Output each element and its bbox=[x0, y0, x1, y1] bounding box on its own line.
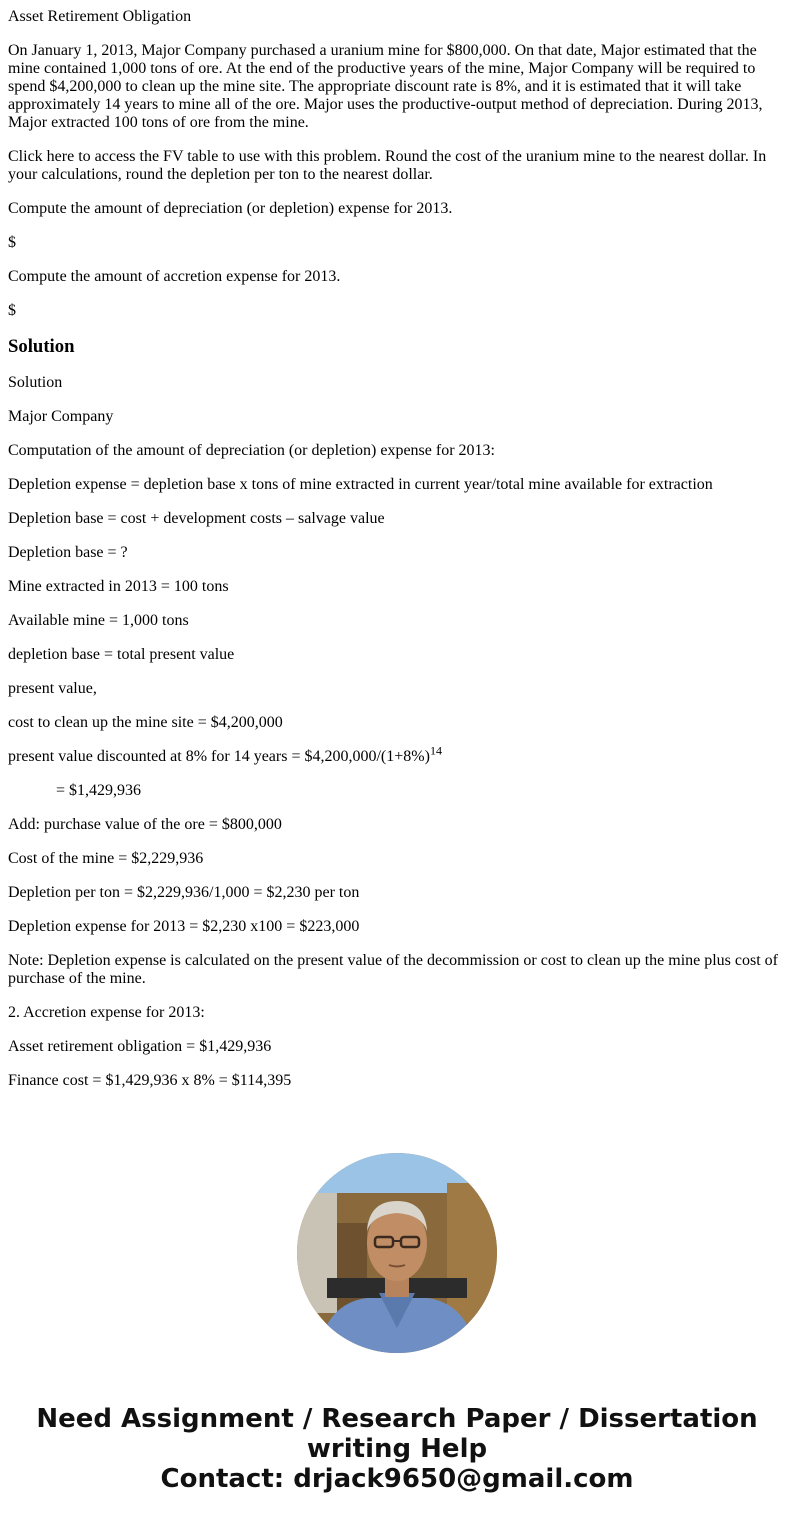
promo-contact[interactable]: Contact: drjack9650@gmail.com bbox=[160, 1464, 634, 1494]
solution-line: depletion base = total present value bbox=[8, 646, 235, 663]
solution-line: Depletion base = cost + development costs – salvage value bbox=[8, 510, 385, 527]
present-value-text: present value discounted at 8% for 14 years = $4,200,000/(1+8%) bbox=[8, 748, 430, 765]
solution-line: Depletion expense for 2013 = $2,230 x100 = $223,000 bbox=[8, 918, 360, 935]
solution-line: Available mine = 1,000 tons bbox=[8, 612, 189, 629]
author-avatar bbox=[297, 1153, 497, 1353]
solution-company: Major Company bbox=[8, 408, 114, 425]
question-paragraph: On January 1, 2013, Major Company purchased a uranium mine for $800,000. On that date, Major estimated that the mine contained 1,000 tons of ore. At the end of the productive years of the mine, Major Company will be required to spend $4,200,000 to clean up the mine site. The appropriate discount rate is 8%, and it is estimated that it will take approximately 14 years to mine all of the ore. Major uses the productive-output method of depreciation. During 2013, Major extracted 100 tons of ore from the mine. bbox=[8, 42, 763, 131]
part2-answer-symbol: $ bbox=[8, 302, 16, 319]
solution-line: Depletion per ton = $2,229,936/1,000 = $2,230 per ton bbox=[8, 884, 360, 901]
author-photo bbox=[297, 1153, 497, 1353]
present-value-exponent: 14 bbox=[429, 743, 442, 758]
part1-prompt: Compute the amount of depreciation (or depletion) expense for 2013. bbox=[8, 200, 453, 217]
solution-note: Note: Depletion expense is calculated on the present value of the decommission or cost to clean up the mine plus cost of purchase of the mine. bbox=[8, 952, 779, 987]
solution-line: Mine extracted in 2013 = 100 tons bbox=[8, 578, 229, 595]
promo-line-2: writing Help bbox=[306, 1434, 488, 1464]
present-value-line bbox=[8, 743, 786, 766]
promo-line-1: Need Assignment / Research Paper / Dissertation bbox=[36, 1404, 758, 1434]
solution-line: present value, bbox=[8, 680, 97, 697]
solution-line: 2. Accretion expense for 2013: bbox=[8, 1004, 205, 1021]
promo-text bbox=[0, 1404, 794, 1494]
question-title: Asset Retirement Obligation bbox=[8, 8, 192, 25]
promo-banner bbox=[0, 1124, 794, 1523]
solution-line: Computation of the amount of depreciation (or depletion) expense for 2013: bbox=[8, 442, 495, 459]
part1-answer-symbol: $ bbox=[8, 234, 16, 251]
solution-label: Solution bbox=[8, 374, 63, 391]
solution-line: Asset retirement obligation = $1,429,936 bbox=[8, 1038, 272, 1055]
part2-prompt: Compute the amount of accretion expense for 2013. bbox=[8, 268, 341, 285]
solution-line: cost to clean up the mine site = $4,200,000 bbox=[8, 714, 283, 731]
solution-heading: Solution bbox=[8, 336, 75, 357]
solution-line: Cost of the mine = $2,229,936 bbox=[8, 850, 204, 867]
solution-line: Depletion expense = depletion base x tons of mine extracted in current year/total mine available for extraction bbox=[8, 476, 713, 493]
solution-line: Depletion base = ? bbox=[8, 544, 128, 561]
solution-line: Add: purchase value of the ore = $800,000 bbox=[8, 816, 282, 833]
question-instructions: Click here to access the FV table to use with this problem. Round the cost of the uranium mine to the nearest dollar. In your calculations, round the depletion per ton to the nearest dollar. bbox=[8, 148, 767, 183]
article-content bbox=[8, 8, 786, 1124]
present-value-result: = $1,429,936 bbox=[56, 782, 142, 799]
solution-line: Finance cost = $1,429,936 x 8% = $114,395 bbox=[8, 1072, 292, 1089]
